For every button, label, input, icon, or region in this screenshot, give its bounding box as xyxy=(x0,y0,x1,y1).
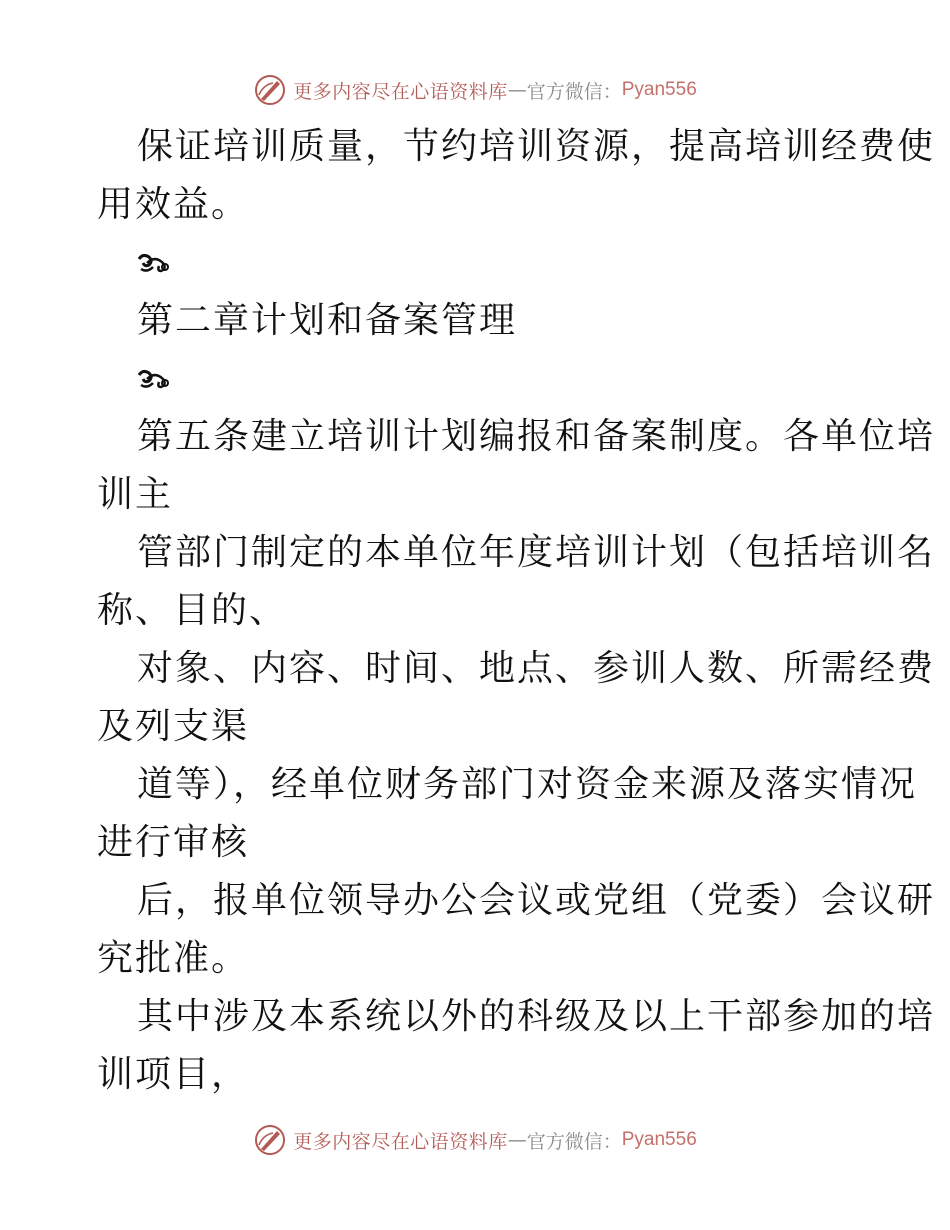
watermark-wechat-label: 官方微信： xyxy=(526,80,622,103)
text-line: 管部门制定的本单位年度培训计划（包括培训名 xyxy=(137,532,936,573)
text-line: 用效益。 xyxy=(97,184,250,225)
text-line: 保证培训质量，节约培训资源，提高培训经费使 xyxy=(137,126,936,167)
chapter-heading: 第二章计划和备案管理 xyxy=(137,300,518,341)
watermark-title: 更多内容尽在心语资料库 xyxy=(293,80,508,103)
text-line: 究批准。 xyxy=(97,938,250,979)
watermark-wechat-id: Pyan556 xyxy=(621,79,697,100)
text-line: 称、目的、 xyxy=(97,590,288,631)
fleuron-icon xyxy=(137,367,171,391)
text-line: 进行审核 xyxy=(97,822,250,863)
text-line: 对象、内容、时间、地点、参训人数、所需经费 xyxy=(137,648,936,689)
watermark-wechat-label: 官方微信： xyxy=(526,1130,622,1153)
text-line: 道等），经单位财务部门对资金来源及落实情况 xyxy=(137,764,918,805)
text-line: 及列支渠 xyxy=(97,706,250,747)
watermark-separator: — xyxy=(507,1129,527,1151)
footer-watermark xyxy=(0,1120,950,1160)
fleuron-icon xyxy=(137,251,171,275)
quill-logo-icon xyxy=(253,73,287,107)
text-line: 第五条建立培训计划编报和备案制度。各单位培 xyxy=(137,416,936,457)
ornament-line xyxy=(97,234,857,292)
ornament-line xyxy=(97,350,857,408)
watermark-title: 更多内容尽在心语资料库 xyxy=(293,1130,508,1153)
text-line: 其中涉及本系统以外的科级及以上干部参加的培 xyxy=(137,996,936,1037)
text-line: 后，报单位领导办公会议或党组（党委）会议研 xyxy=(137,880,936,921)
text-line: 训项目， xyxy=(97,1054,250,1095)
watermark-wechat-id: Pyan556 xyxy=(621,1129,697,1150)
document-body xyxy=(97,118,936,1104)
watermark-separator: — xyxy=(507,79,527,101)
quill-logo-icon xyxy=(253,1123,287,1157)
text-line: 训主 xyxy=(97,474,174,515)
header-watermark xyxy=(0,70,950,110)
